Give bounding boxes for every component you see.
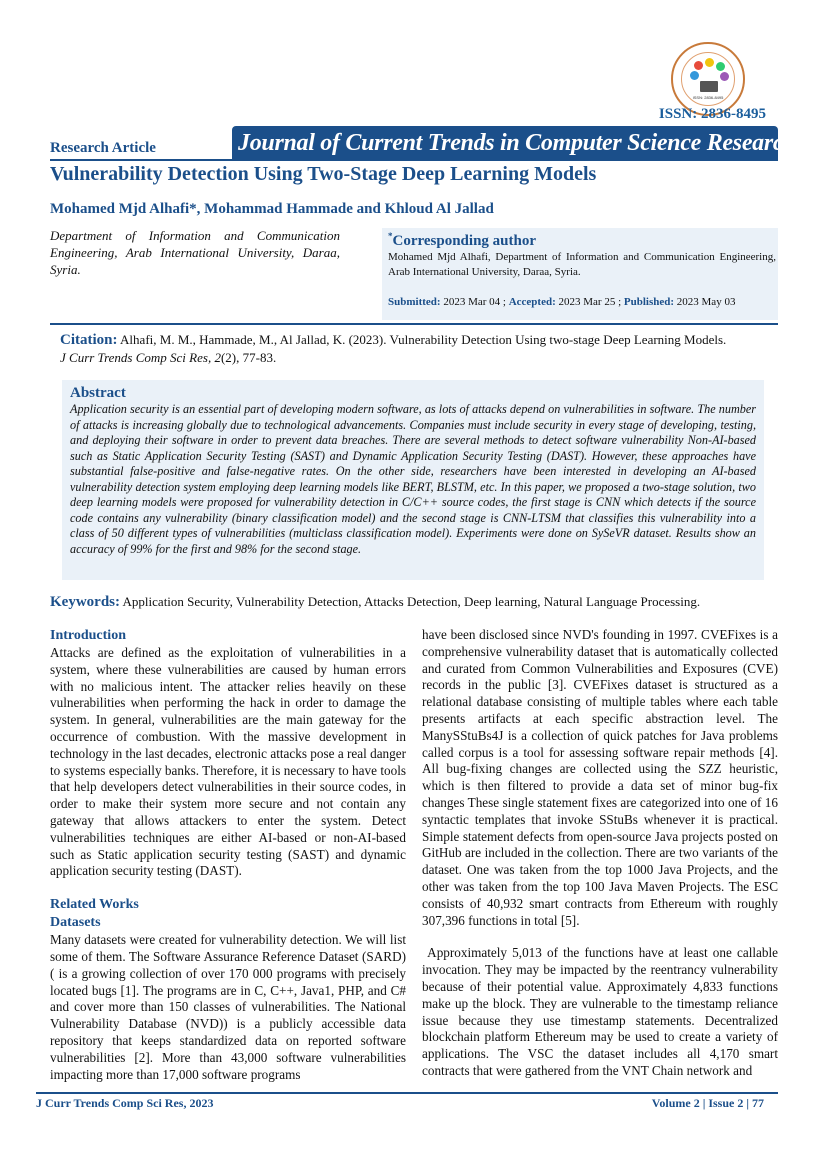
journal-header — [50, 126, 797, 161]
journal-name: Journal of Current Trends in Computer Science Research — [232, 126, 778, 161]
corresponding-author-text: Mohamed Mjd Alhafi, Department of Information and Communication Engineering, Arab International University, Daraa, Syria. — [388, 251, 776, 278]
logo-issn: ISSN: 2836-8495 — [692, 95, 724, 100]
datasets-heading: Datasets — [50, 915, 101, 931]
introduction-text: Attacks are defined as the exploitation of vulnerabilities in a system, where these vulnerabilities are caused by human errors with no malicious intent. The attacker relies heavily on these vulnerabilities when performing the hack in order to damage the system. In general, vulnerabilities are the main gateway for the occurrence of combustion. With the massive development in technology in the last decades, electronic attacks pose a real danger to systems especially banks. Therefore, it is necessary to have tools that help developers detect vulnerabilities in their source codes, in order to make their system more secure and not contain any gateway that allows attackers to enter the system. Detect vulnerabilities techniques are either AI-based or non-AI-based such as Static application security testing (SAST) and dynamic application security testing (DAST). — [50, 645, 406, 879]
keywords — [50, 594, 700, 611]
footer-page-info: Volume 2 | Issue 2 | 77 — [651, 1096, 764, 1110]
article-title: Vulnerability Detection Using Two-Stage Deep Learning Models — [50, 163, 597, 185]
footer-divider — [36, 1092, 778, 1094]
author-affiliation: Department of Information and Communication Engineering, Arab International University, Daraa, Syria. — [50, 228, 340, 277]
corresponding-author-heading: *Corresponding author — [388, 231, 536, 249]
abstract-body: Application security is an essential part of developing modern software, as lots of attacks depend on vulnerabilities in software. The number of attacks is increasing globally due to technological advancements. Companies must include security in every stage of developing, testing, and deploying their software in order to prevent data breaches. There are several methods to detect software vulnerability Non-AI-based such as Static Application Security Testing (SAST) and Dynamic Application Security Testing (DAST). However, these approaches have substantial false-positive and false-negative rates. On the other side, researchers have been interested in developing an AI-based vulnerability detection system employing deep learning models like BERT, BLSTM, etc. In this paper, we proposed a two-stage solution, two deep learning models were proposed for vulnerability detection in C/C++ source codes, the first stage is CNN which detects if the source code contains any vulnerability (binary classification model) and the second stage is CNN-LTSM that classifies this vulnerability into a class of 50 different types of vulnerabilities (multiclass classification model). Experiments were done on SySeVR dataset. Results show an accuracy of 99% for the first and 98% for the second stage. — [70, 402, 756, 556]
logo-emblem — [681, 52, 735, 106]
keywords-text: Application Security, Vulnerability Detection, Attacks Detection, Deep learning, Natural Language Processing. — [122, 594, 701, 609]
right-paragraph-2: Approximately 5,013 of the functions have at least one callable invocation. They may be impacted by the reentrancy vulnerability because of their potential value. Approximately 4,833 functions make up the block. They are vulnerable to the timestamp reliance issue because they use timestamp statements. Decentralized blockchain platform Ethereum may be used to create a variety of applications. The VSC the dataset includes all 4,170 smart contracts that were gathered from the VNT Chain network and — [422, 945, 782, 1078]
introduction-heading: Introduction — [50, 628, 126, 643]
abstract-heading: Abstract — [70, 385, 126, 401]
header-rule — [50, 159, 236, 161]
footer-journal: J Curr Trends Comp Sci Res, 2023 — [36, 1096, 214, 1110]
article-dates: Submitted: 2023 Mar 04 ; Accepted: 2023 Mar 25 ; Published: 2023 May 03 — [388, 296, 736, 308]
citation-issue: (2), 77-83. — [220, 350, 277, 365]
article-authors: Mohamed Mjd Alhafi*, Mohammad Hammade and Khloud Al Jallad — [50, 201, 494, 217]
issn-label: ISSN: 2836-8495 — [658, 106, 766, 122]
right-paragraph-1: have been disclosed since NVD's founding in 1997. CVEFixes is a comprehensive vulnerability dataset that is automatically collected and curated from Common Vulnerabilities and Exposures (CVE) records in the public [3]. CVEFixes dataset is structured as a relational database consisting of multiple tables where each table presents artifacts at each specific abstraction level. The ManySStuBs4J is a collection of quick patches for Java problems called corpus is a tool for assessing software repair methods [4]. All bug-fixing changes are collected using the SZZ heuristic, which is then filtered to provide a data set of minor bug-fix changes These single statement fixes are categorized into one of 16 syntactic templates that invoke SStuBs whenever it is practical. Simple statement defects from open-source Java projects posted on GitHub are included in the collection. There are two variants of the dataset. One was taken from the top 1000 Java Projects, and the other was taken from the top 100 Java Maven Projects. The ESC consists of 40,932 smart contracts from Ethereum with roughly 307,396 functions in total [5]. — [422, 627, 778, 928]
citation-journal: J Curr Trends Comp Sci Res, 2 — [60, 350, 221, 365]
journal-logo-icon — [671, 42, 745, 116]
datasets-text: Many datasets were created for vulnerability detection. We will list some of them. The Software Assurance Reference Dataset (SARD)( is a growing collection of over 170 000 programs with precisely located bugs [1]. The programs are in C, C++, Java1, PHP, and C# and cover more than 150 classes of vulnerabilities. The National Vulnerability Database (NVD)) is a publicly accessible data repository that keeps standardized data on reported software vulnerabilities [2]. More than 43,000 software vulnerabilities impacting more than 17,000 software programs — [50, 932, 406, 1082]
monitor-icon — [700, 81, 718, 92]
keywords-label: Keywords: — [50, 594, 120, 610]
citation-label: Citation: — [60, 332, 118, 348]
citation-divider — [50, 323, 778, 325]
corresponding-author-box — [382, 228, 778, 320]
citation — [60, 331, 770, 367]
right-column — [422, 627, 782, 1080]
citation-text: Alhafi, M. M., Hammade, M., Al Jallad, K. (2023). Vulnerability Detection Using two-stage Deep Learning Models. — [120, 332, 727, 347]
article-type: Research Article — [50, 140, 156, 156]
left-column — [50, 627, 406, 1083]
abstract-box — [62, 380, 764, 580]
related-works-heading: Related Works — [50, 897, 139, 913]
